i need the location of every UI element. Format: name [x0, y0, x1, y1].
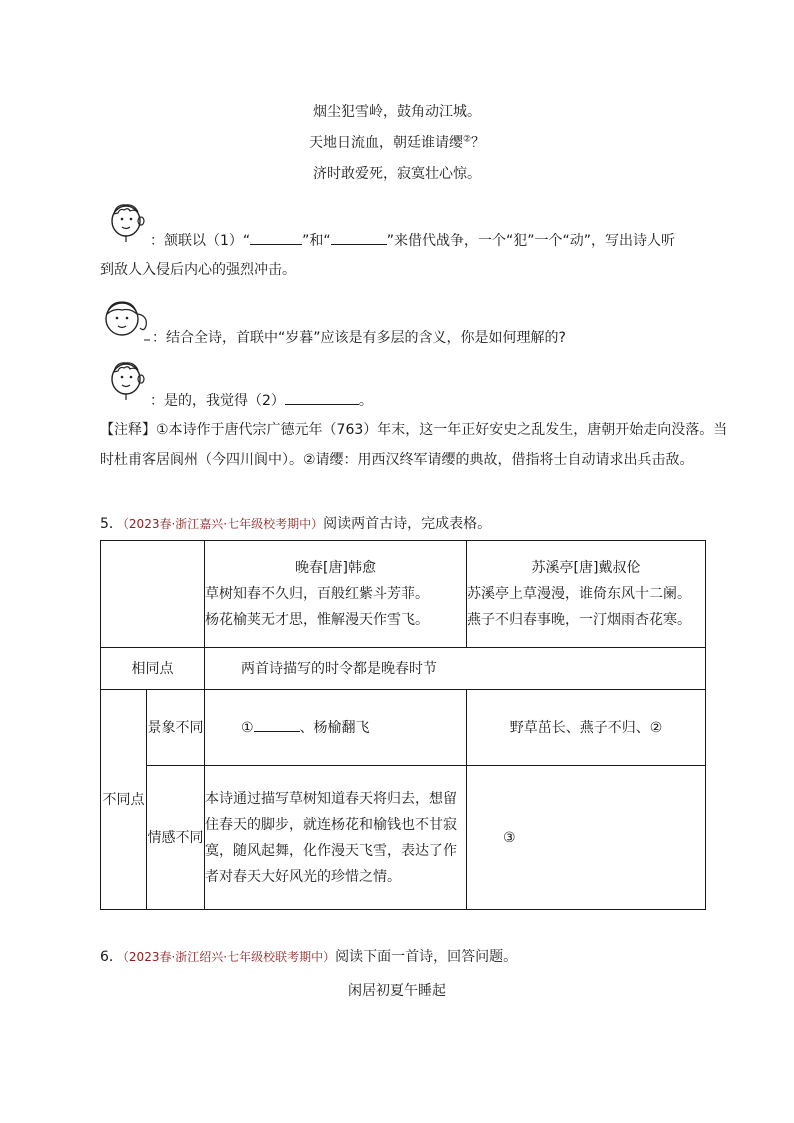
boy-avatar-icon-2: [104, 358, 150, 402]
scene-label: 景象不同: [147, 690, 205, 766]
poem-line-1: 烟尘犯雪岭，鼓角动江城。: [313, 104, 481, 120]
q5-prompt: 阅读两首古诗，完成表格。: [323, 516, 492, 532]
q6-poem-title: 闲居初夏午睡起: [348, 983, 446, 999]
q5-header: [100, 514, 720, 534]
dialogue-line-2: ：结合全诗，首联中“岁暮”应该是有多层的含义，你是如何理解的?: [152, 330, 566, 346]
q5-source: （2023春·浙江嘉兴·七年级校考期中）: [122, 517, 324, 531]
poem-line-3: 济时敢爱死，寂寞壮心惊。: [313, 166, 481, 182]
poem2-line-2: 燕子不归春事晚，一汀烟雨杏花寒。: [467, 612, 691, 628]
boy-avatar-icon: [104, 200, 150, 244]
dialogue-line-3: ：是的，我觉得（2） 。: [150, 390, 710, 411]
poem2-line-1: 苏溪亭上草漫漫，谁倚东风十二阑。: [467, 586, 691, 602]
q6-prompt: 阅读下面一首诗，回答问题。: [335, 949, 518, 965]
same-label: 相同点: [101, 648, 205, 690]
poem1-line-1: 草树知春不久归，百般红紫斗芳菲。: [205, 586, 429, 602]
poem1-cell: [205, 541, 467, 648]
dialogue-line-1: ：颔联以（1）“ ”和“ ”来借代战争，一个“犯”一个“动”，写出诗人听: [150, 230, 710, 251]
poem1-title: 晚春[唐]韩愈: [295, 560, 376, 576]
emotion-cell-a: 本诗通过描写草树知道春天将归去，想留住春天的脚步，就连杨花和榆钱也不甘寂寞，随风起舞，化作漫天飞雪，表达了作者对春天大好风光的珍惜之情。: [205, 766, 467, 910]
scene-cell-a: ① 、杨榆翻飞: [205, 690, 467, 766]
q6-number: 6．: [100, 949, 123, 965]
poem1-line-2: 杨花榆荚无才思，惟解漫天作雪飞。: [205, 612, 429, 628]
same-text: 两首诗描写的时令都是晚春时节: [205, 648, 706, 690]
notes-line-1: 【注释】①本诗作于唐代宗广德元年（763）年末，这一年正好安史之乱发生，唐朝开始走向没落。当: [100, 422, 728, 438]
diff-label: 不同点: [101, 690, 147, 910]
scene-cell-b: 野草茁长、燕子不归、②: [467, 690, 706, 766]
q6-header: [100, 947, 720, 967]
emotion-label: 情感不同: [147, 766, 205, 910]
answer-blank-2[interactable]: [285, 390, 359, 405]
poem2-title: 苏溪亭[唐]戴叔伦: [531, 560, 641, 576]
answer-blank-1b[interactable]: [331, 230, 387, 245]
girl-avatar-icon: [100, 296, 152, 342]
notes-line-2: 时杜甫客居阆州（今四川阆中）。②请缨：用西汉终军请缨的典故，借指将士自动请求出兵击敌。: [100, 452, 694, 468]
table-corner-cell: [101, 541, 205, 648]
dialogue-line-1-cont: 到敌人入侵后内心的强烈冲击。: [100, 262, 296, 278]
q5-number: 5．: [100, 516, 123, 532]
poem-line-2: 天地日流血，朝廷谁请缨②？: [308, 134, 486, 151]
poem2-cell: [467, 541, 706, 648]
q5-table: [100, 540, 706, 910]
q6-source: （2023春·浙江绍兴·七年级校联考期中）: [122, 950, 336, 964]
answer-blank-1a[interactable]: [250, 230, 302, 245]
answer-blank-q5-1[interactable]: [254, 717, 300, 732]
note-mark: ②: [462, 134, 472, 145]
emotion-cell-b: ③: [467, 766, 706, 910]
